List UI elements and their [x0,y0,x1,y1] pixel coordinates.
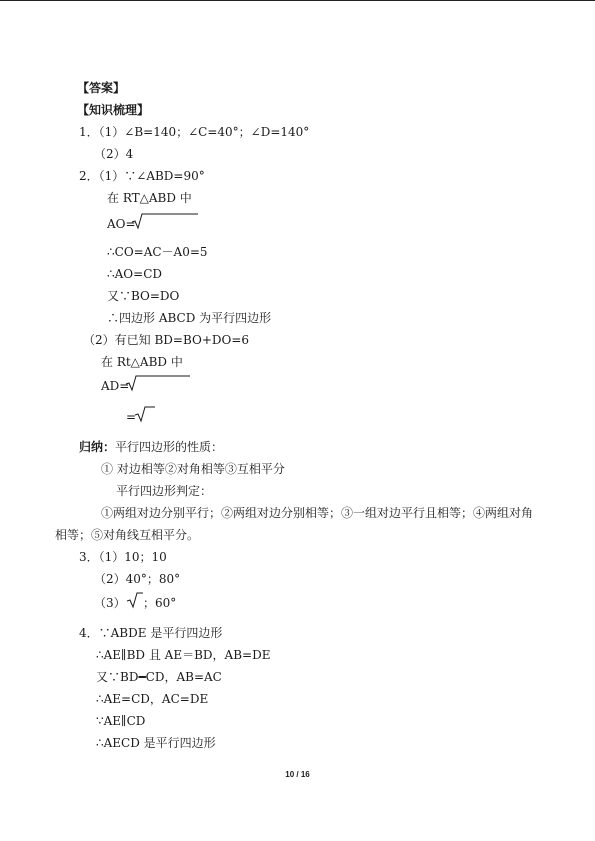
sqrt-symbol [134,405,156,423]
text-line: 平行四边形的性质： [115,440,224,454]
text-line: AD= [101,379,130,393]
text-line: ；60° [143,596,177,610]
text-line: 4．∵ABDE 是平行四边形 [79,626,223,640]
sqrt-symbol [126,591,144,609]
text-line: 又∵BD━CD，AB=AC [96,670,222,684]
text-line: 平行四边形判定： [116,484,213,498]
text-line: ∴AECD 是平行四边形 [96,736,216,750]
text-line: 3．（1）10；10 [79,550,167,564]
text-line: ∴AE∥BD 且 AE＝BD，AB=DE [96,648,271,662]
page-number: 10 / 16 [285,770,310,779]
text-line: AO= [107,217,136,231]
text-line: 1．（1）∠B=140；∠C=40°；∠D=140° [79,125,310,139]
section-heading: 【答案】 [77,81,126,95]
text-line: （3） [94,596,126,610]
section-heading: 【知识梳理】 [77,103,150,117]
text-line: （2）40°；80° [94,572,181,586]
text-line: ①两组对边分别平行；②两组对边分别相等；③一组对边平行且相等；④两组对角 [101,506,534,520]
text-line: 2．（1）∵∠ABD=90° [79,169,205,183]
text-line: ∵AE∥CD [96,714,146,728]
text-line: （2）有已知 BD=BO+DO=6 [83,333,250,347]
text-line: 相等；⑤对角线互相平分。 [55,528,200,542]
text-line: = [126,410,137,424]
text-line: 在 Rt△ABD 中 [101,355,183,369]
text-line: ① 对边相等②对角相等③互相平分 [101,462,285,476]
text-line: ∴CO=AC－A0=5 [107,245,208,259]
text-line: 又∵BO=DO [107,289,180,303]
text-line: （2）4 [94,147,134,161]
sqrt-symbol [131,212,199,230]
text-line: ∴四边形 ABCD 为平行四边形 [107,311,272,325]
page-top-rule [0,0,595,1]
sqrt-symbol [125,374,191,392]
text-line: ∴AO=CD [107,267,162,281]
text-line: 在 RT△ABD 中 [107,191,192,205]
section-heading: 归纳： [79,440,116,454]
text-line: ∴AE=CD，AC=DE [96,692,209,706]
